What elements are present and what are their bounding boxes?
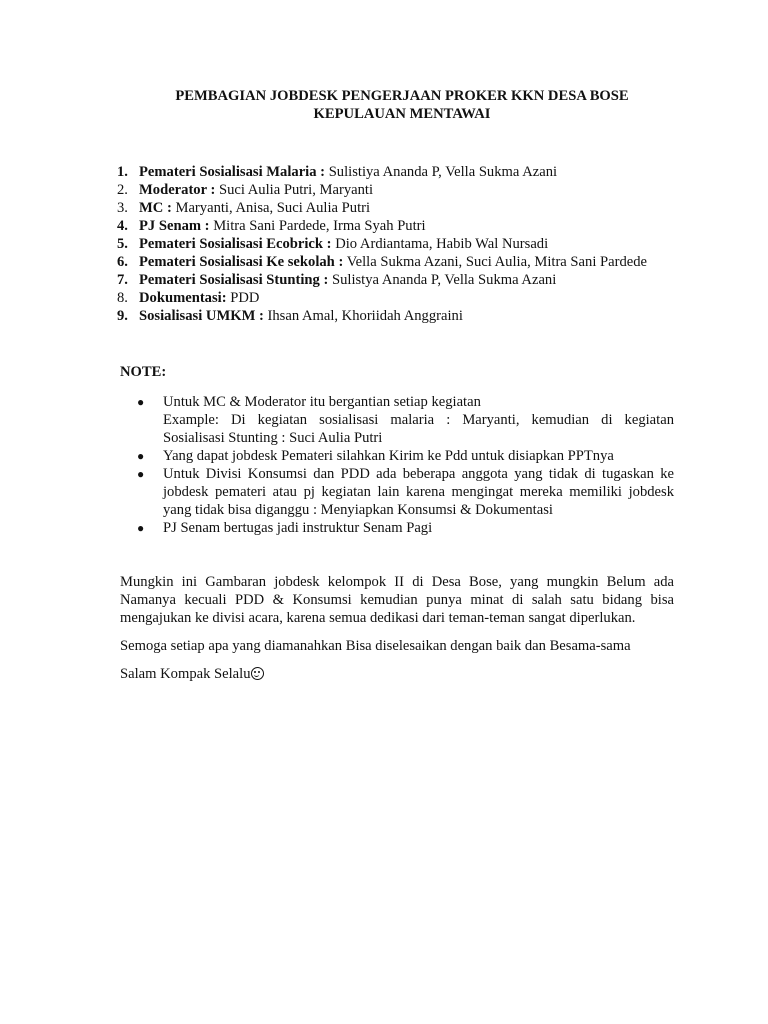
list-item [117, 271, 674, 289]
item-role: Pemateri Sosialisasi Ke sekolah : [139, 254, 344, 270]
closing-line [120, 665, 674, 683]
list-item [120, 447, 674, 465]
item-number: 8. [117, 290, 128, 306]
closing-text: Salam Kompak Selalu [120, 666, 251, 682]
hope-paragraph: Semoga setiap apa yang diamanahkan Bisa diselesaikan dengan baik dan Besama-sama [120, 638, 631, 654]
note-text: Untuk Divisi Konsumsi dan PDD ada beberapa anggota yang tidak di tugaskan ke jobdesk pemateri atau pj kegiatan lain karena mengingat mereka memiliki jobdesk yang tidak bisa diganggu : Menyiapkan Konsumsi & Dokumentasi [163, 466, 674, 518]
note-text: Yang dapat jobdesk Pemateri silahkan Kirim ke Pdd untuk disiapkan PPTnya [163, 448, 614, 464]
item-number: 3. [117, 200, 128, 216]
list-item [117, 253, 674, 271]
item-number: 6. [117, 254, 128, 270]
item-number: 4. [117, 218, 128, 234]
item-number: 9. [117, 308, 128, 324]
note-text: Untuk MC & Moderator itu bergantian setiap kegiatan [163, 394, 481, 410]
item-role: Pemateri Sosialisasi Ecobrick : [139, 236, 332, 252]
item-people: Maryanti, Anisa, Suci Aulia Putri [171, 200, 371, 216]
list-item [117, 289, 674, 307]
item-people: PDD [226, 290, 260, 306]
list-item [117, 307, 674, 325]
list-item [117, 181, 674, 199]
item-people: Sulistiya Ananda P, Vella Sukma Azani [325, 164, 558, 180]
bullet-icon: ● [137, 521, 145, 535]
bullet-icon: ● [137, 395, 145, 409]
note-example: Example: Di kegiatan sosialisasi malaria : Maryanti, kemudian di kegiatan [163, 412, 674, 428]
item-role: Dokumentasi: [139, 290, 227, 306]
item-people: Vella Sukma Azani, Suci Aulia, Mitra Sani Pardede [343, 254, 648, 270]
item-number: 2. [117, 182, 128, 198]
list-item [120, 519, 674, 537]
item-people: Dio Ardiantama, Habib Wal Nursadi [331, 236, 549, 252]
item-role: MC : [139, 200, 172, 216]
list-item [117, 163, 674, 181]
note-example-cont: Sosialisasi Stunting : Suci Aulia Putri [163, 430, 383, 446]
item-people: Mitra Sani Pardede, Irma Syah Putri [209, 218, 426, 234]
item-people: Suci Aulia Putri, Maryanti [215, 182, 374, 198]
notes-list [120, 393, 674, 537]
item-role: Pemateri Sosialisasi Stunting : [139, 272, 329, 288]
list-item [117, 199, 674, 217]
item-role: PJ Senam : [139, 218, 210, 234]
item-people: Sulistya Ananda P, Vella Sukma Azani [328, 272, 557, 288]
list-item [117, 235, 674, 253]
note-heading: NOTE: [120, 364, 167, 380]
note-text: PJ Senam bertugas jadi instruktur Senam Pagi [163, 520, 433, 536]
bullet-icon: ● [137, 449, 145, 463]
item-role: Moderator : [139, 182, 216, 198]
document-title [142, 87, 662, 123]
item-number: 5. [117, 236, 128, 252]
list-item [120, 393, 674, 447]
jobdesk-list [117, 163, 674, 325]
bullet-icon: ● [137, 467, 145, 481]
item-people: Ihsan Amal, Khoriidah Anggraini [263, 308, 463, 324]
list-item [117, 217, 674, 235]
item-number: 7. [117, 272, 128, 288]
item-role: Sosialisasi UMKM : [139, 308, 264, 324]
smile-icon [251, 667, 264, 680]
title-line-2: KEPULAUAN MENTAWAI [313, 106, 491, 122]
title-line-1: PEMBAGIAN JOBDESK PENGERJAAN PROKER KKN DESA BOSE [175, 88, 629, 104]
item-number: 1. [117, 164, 128, 180]
summary-paragraph: Mungkin ini Gambaran jobdesk kelompok II di Desa Bose, yang mungkin Belum ada Namanya kecuali PDD & Konsumsi kemudian punya minat di salah satu bidang bisa mengajukan ke divisi acara, karena semua dedikasi dari teman-teman sangat diperlukan. [120, 574, 674, 626]
list-item [120, 465, 674, 519]
item-role: Pemateri Sosialisasi Malaria : [139, 164, 326, 180]
